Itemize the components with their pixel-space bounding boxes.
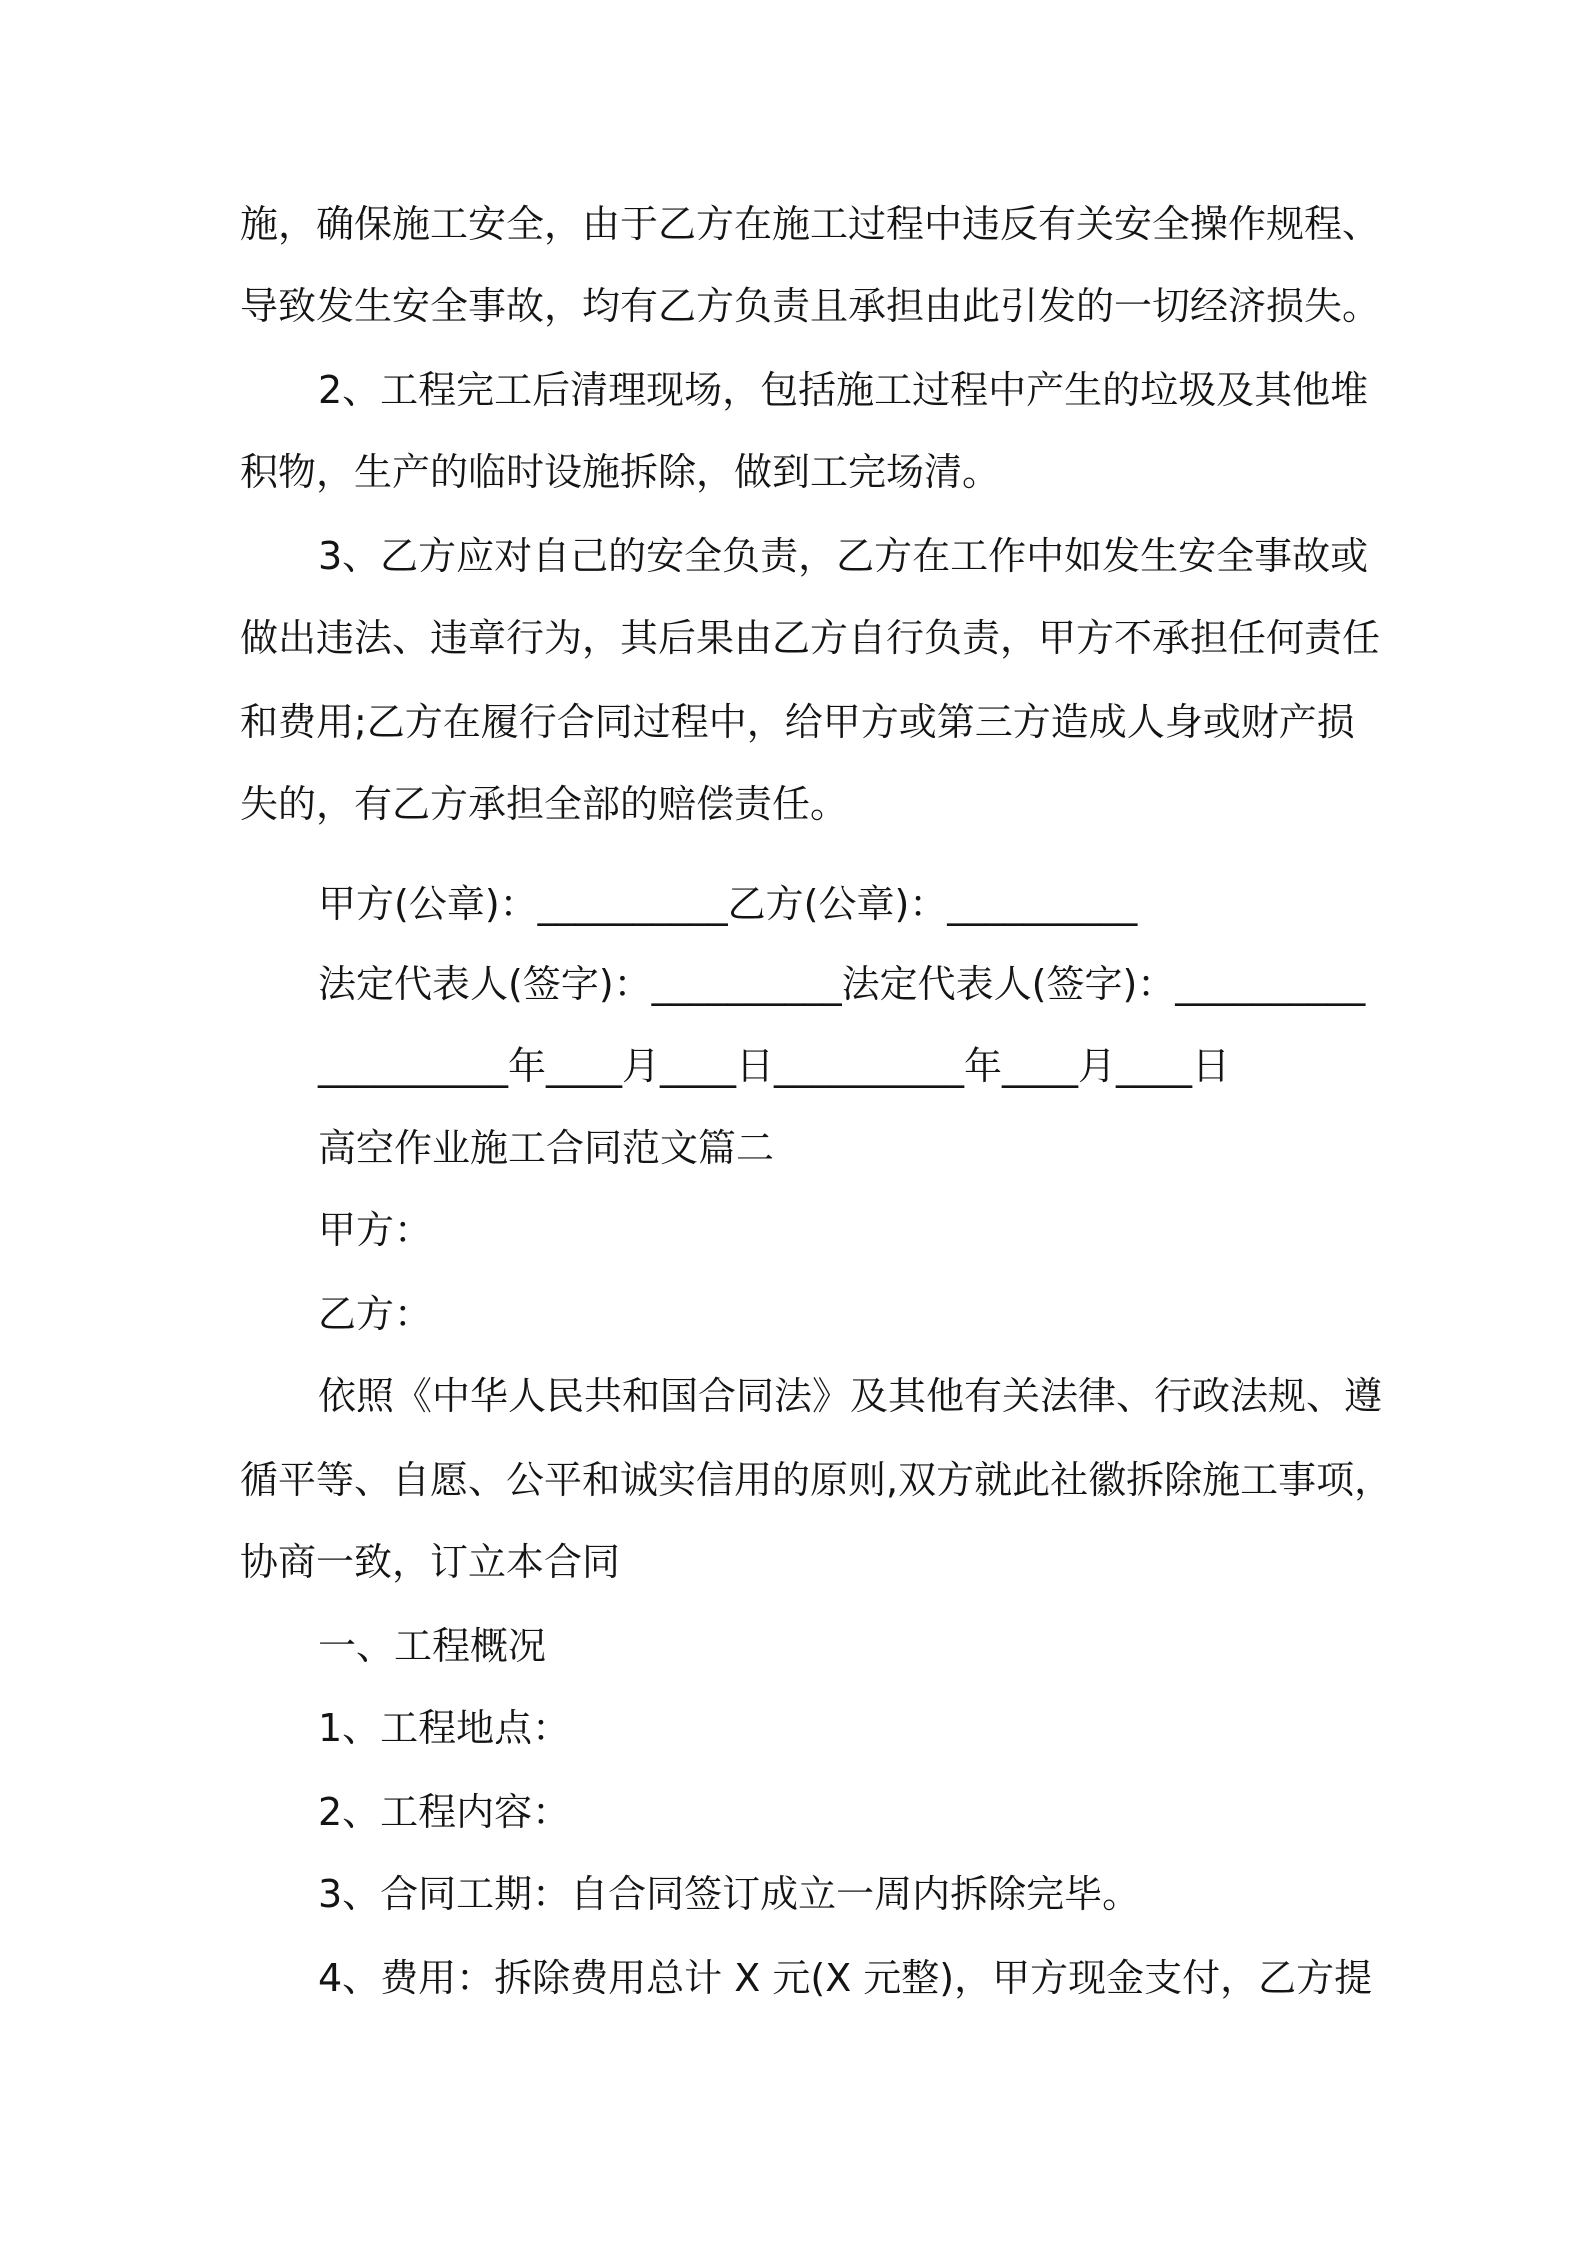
item-fees: 4、费用：拆除费用总计 X 元(X 元整)，甲方现金支付，乙方提 — [318, 1956, 1373, 2000]
paragraph-line: 施，确保施工安全，由于乙方在施工过程中违反有关安全操作规程、 — [240, 202, 1381, 246]
paragraph-line: 协商一致，订立本合同 — [240, 1540, 621, 1584]
legal-rep-signature-line: 法定代表人(签字)：__________法定代表人(签字)：__________ — [318, 962, 1366, 1006]
clause-3-line: 3、乙方应对自己的安全负责，乙方在工作中如发生安全事故或 — [318, 534, 1369, 578]
paragraph-line: 循平等、自愿、公平和诚实信用的原则,双方就此社徽拆除施工事项， — [240, 1458, 1393, 1502]
paragraph-line: 依照《中华人民共和国合同法》及其他有关法律、行政法规、遵 — [318, 1374, 1383, 1418]
paragraph-line: 和费用;乙方在履行合同过程中，给甲方或第三方造成人身或财产损 — [240, 700, 1355, 744]
paragraph-line: 导致发生安全事故，均有乙方负责且承担由此引发的一切经济损失。 — [240, 284, 1381, 328]
party-seal-line: 甲方(公章)：__________乙方(公章)：__________ — [318, 882, 1138, 926]
clause-2-line: 2、工程完工后清理现场，包括施工过程中产生的垃圾及其他堆 — [318, 368, 1369, 412]
item-project-content: 2、工程内容： — [318, 1790, 571, 1834]
paragraph-line: 失的，有乙方承担全部的赔偿责任。 — [240, 782, 849, 826]
heading-project-overview: 一、工程概况 — [318, 1624, 547, 1668]
item-contract-period: 3、合同工期：自合同签订成立一周内拆除完毕。 — [318, 1872, 1141, 1916]
paragraph-line: 积物，生产的临时设施拆除，做到工完场清。 — [240, 450, 1001, 494]
section-title: 高空作业施工合同范文篇二 — [318, 1126, 775, 1170]
date-line: __________年____月____日__________年____月____日 — [318, 1044, 1231, 1088]
item-project-location: 1、工程地点： — [318, 1706, 571, 1750]
party-b-label: 乙方： — [318, 1292, 433, 1336]
paragraph-line: 做出违法、违章行为，其后果由乙方自行负责，甲方不承担任何责任 — [240, 616, 1381, 660]
party-a-label: 甲方： — [318, 1208, 433, 1252]
